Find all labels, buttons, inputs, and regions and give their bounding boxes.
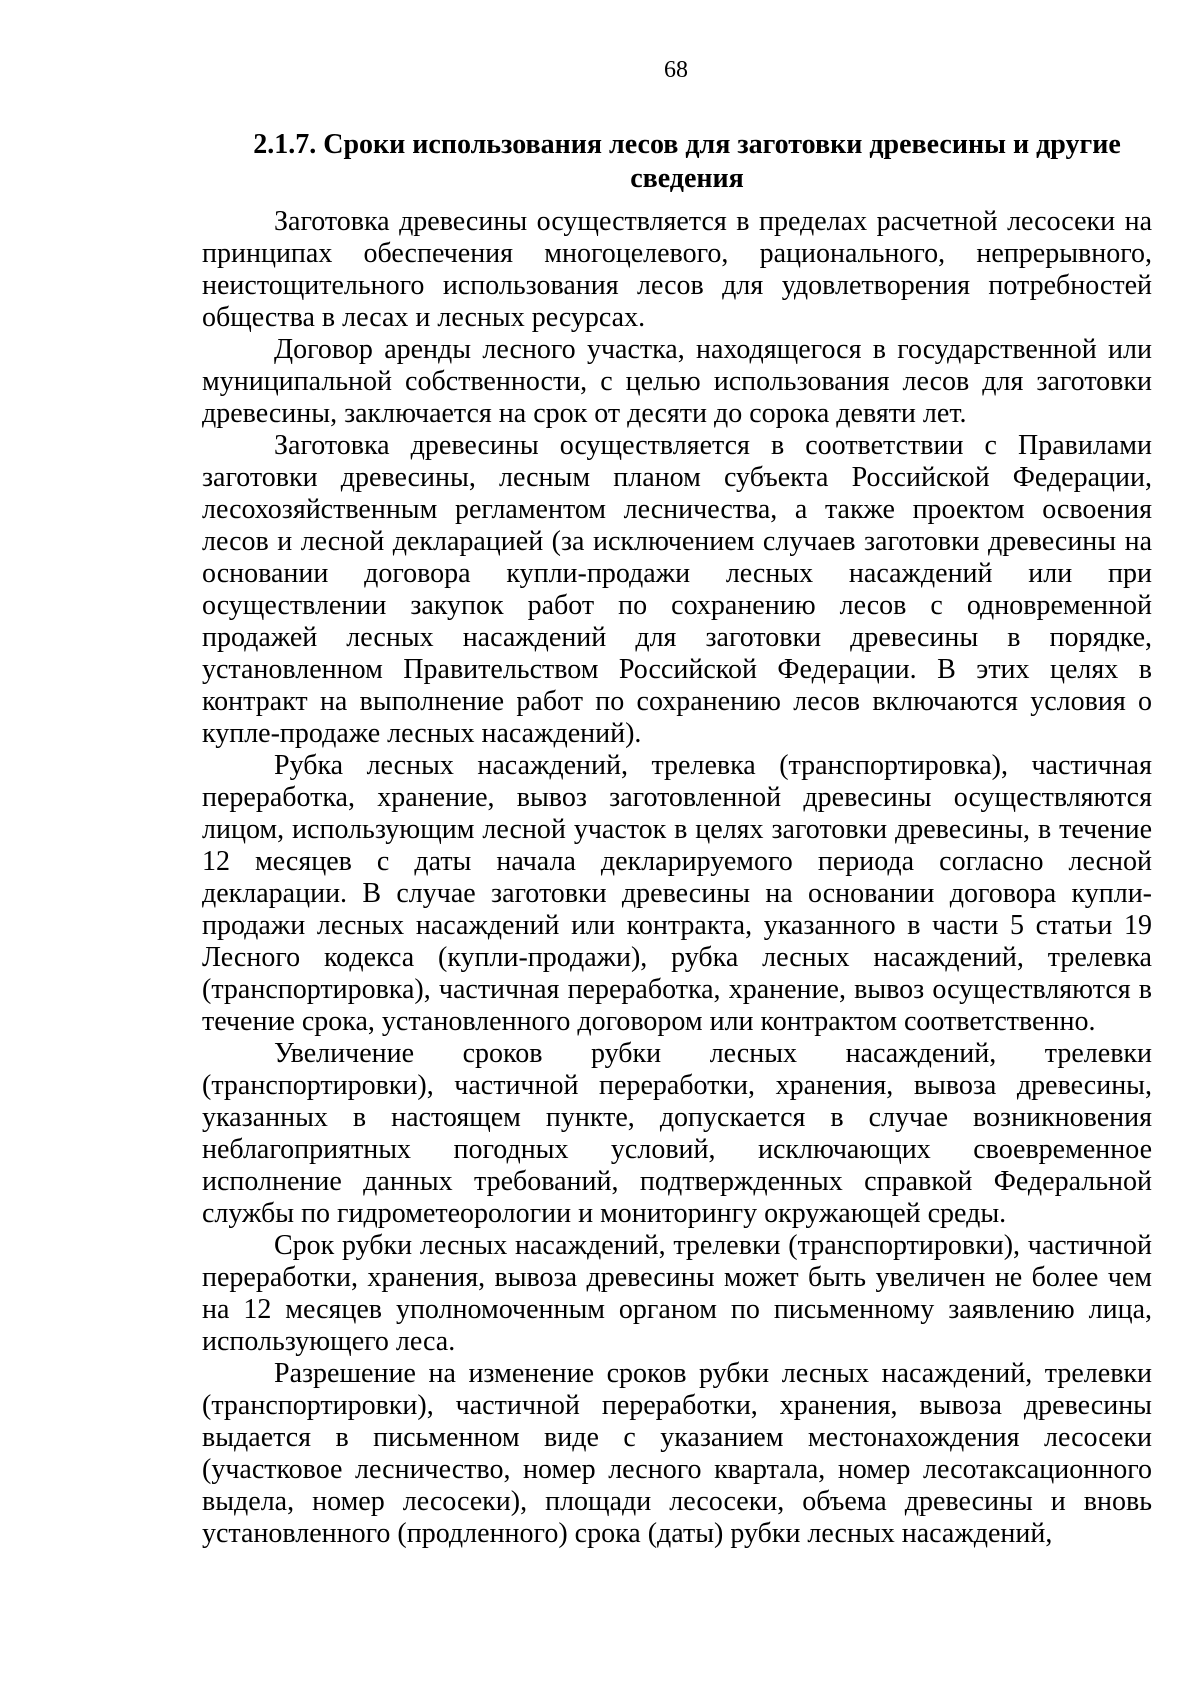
document-body xyxy=(202,128,1152,1550)
page-number: 68 xyxy=(664,57,688,83)
paragraph: Договор аренды лесного участка, находящегося в государственной или муниципальной собственности, с целью использования лесов для заготовки древесины, заключается на срок от десяти до сорока девяти лет. xyxy=(202,334,1152,429)
paragraph: Разрешение на изменение сроков рубки лесных насаждений, трелевки (транспортировки), частичной переработки, хранения, вывоза древесины выдается в письменном виде с указанием местонахождения лесосеки (участковое лесничество, номер лесного квартала, номер лесотаксационного выдела, номер лесосеки), площади лесосеки, объема древесины и вновь установленного (продленного) срока (даты) рубки лесных насаждений, xyxy=(202,1358,1152,1549)
section-heading: 2.1.7. Сроки использования лесов для заготовки древесины и другие сведения xyxy=(253,129,1121,194)
paragraph: Заготовка древесины осуществляется в соответствии с Правилами заготовки древесины, лесным планом субъекта Российской Федерации, лесохозяйственным регламентом лесничества, а также проектом освоения лесов и лесной декларацией (за исключением случаев заготовки древесины на основании договора купли-продажи лесных насаждений или при осуществлении закупок работ по сохранению лесов с одновременной продажей лесных насаждений для заготовки древесины в порядке, установленном Правительством Российской Федерации. В этих целях в контракт на выполнение работ по сохранению лесов включаются условия о купле-продаже лесных насаждений). xyxy=(202,430,1152,749)
paragraph: Рубка лесных насаждений, трелевка (транспортировка), частичная переработка, хранение, вывоз заготовленной древесины осуществляются лицом, использующим лесной участок в целях заготовки древесины, в течение 12 месяцев с даты начала декларируемого периода согласно лесной декларации. В случае заготовки древесины на основании договора купли-продажи лесных насаждений или контракта, указанного в части 5 статьи 19 Лесного кодекса (купли-продажи), рубка лесных насаждений, трелевка (транспортировка), частичная переработка, хранение, вывоз осуществляются в течение срока, установленного договором или контрактом соответственно. xyxy=(202,750,1152,1037)
paragraph: Заготовка древесины осуществляется в пределах расчетной лесосеки на принципах обеспечения многоцелевого, рационального, непрерывного, неистощительного использования лесов для удовлетворения потребностей общества в лесах и лесных ресурсах. xyxy=(202,206,1152,333)
paragraph: Увеличение сроков рубки лесных насаждений, трелевки (транспортировки), частичной переработки, хранения, вывоза древесины, указанных в настоящем пункте, допускается в случае возникновения неблагоприятных погодных условий, исключающих своевременное исполнение данных требований, подтвержденных справкой Федеральной службы по гидрометеорологии и мониторингу окружающей среды. xyxy=(202,1038,1152,1229)
paragraph: Срок рубки лесных насаждений, трелевки (транспортировки), частичной переработки, хранения, вывоза древесины может быть увеличен не более чем на 12 месяцев уполномоченным органом по письменному заявлению лица, использующего леса. xyxy=(202,1230,1152,1357)
